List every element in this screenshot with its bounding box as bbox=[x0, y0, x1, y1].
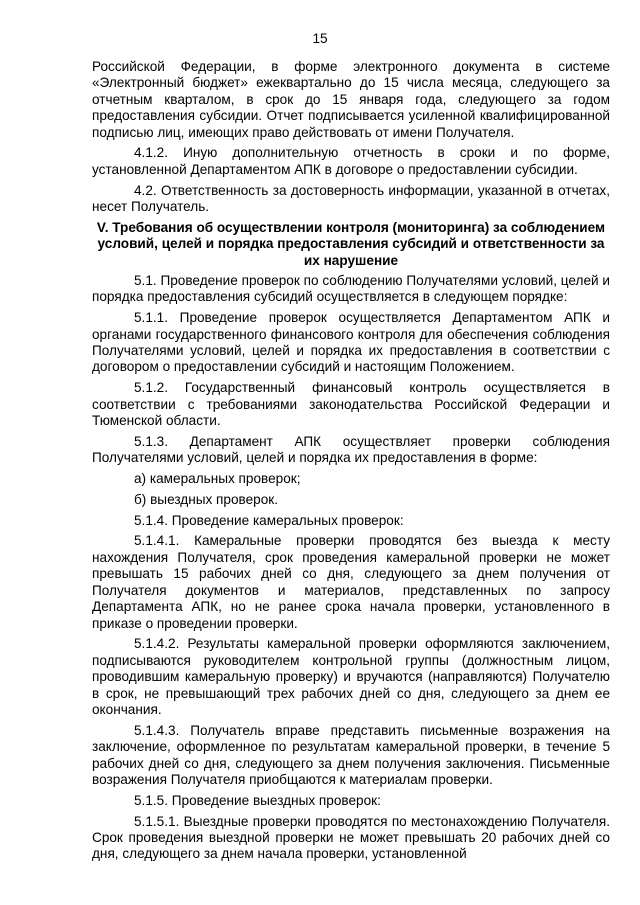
paragraph-5-1-3: 5.1.3. Департамент АПК осуществляет проверки соблюдения Получателями условий, целей и порядка их предоставления в форме: bbox=[92, 433, 610, 466]
list-item-a: а) камеральных проверок; bbox=[134, 471, 301, 487]
list-item-b: б) выездных проверок. bbox=[134, 491, 279, 507]
paragraph-5-1-4-1: 5.1.4.1. Камеральные проверки проводятся без выезда к месту нахождения Получателя, срок проведения камеральной проверки не может превышать 15 рабочих дней со дня, следующего за днем получения от Получателя документов и материалов, представленных по запросу Департамента АПК, но не ранее срока начала проверки, установленного в приказе о проведении проверки. bbox=[92, 533, 610, 631]
paragraph-5-1: 5.1. Проведение проверок по соблюдению Получателями условий, целей и порядка предоставления субсидий осуществляется в следующем порядке: bbox=[92, 273, 610, 305]
paragraph-4-2: 4.2. Ответственность за достоверность информации, указанной в отчетах, несет Получатель. bbox=[92, 182, 610, 215]
paragraph-5-1-5-1: 5.1.5.1. Выездные проверки проводятся по местонахождению Получателя. Срок проведения выездной проверки не может превышать 20 рабочих дней со дня, следующего за днем начала проверки, установленной bbox=[92, 813, 610, 862]
page-number: 15 bbox=[312, 31, 328, 46]
paragraph-4-1-2: 4.1.2. Иную дополнительную отчетность в сроки и по форме, установленной Департаментом АПК в договоре о предоставлении субсидии. bbox=[92, 145, 610, 177]
paragraph-continued: Российской Федерации, в форме электронного документа в системе «Электронный бюджет» ежеквартально до 15 числа месяца, следующего за отчетным кварталом, в срок до 15 января года, следующего за годом предоставления субсидии. Отчет подписывается усиленной квалифицированной подписью лиц, имеющих право действовать от имени Получателя. bbox=[92, 59, 610, 140]
paragraph-5-1-2: 5.1.2. Государственный финансовый контроль осуществляется в соответствии с требованиями законодательства Российской Федерации и Тюменской области. bbox=[92, 380, 610, 429]
paragraph-5-1-1: 5.1.1. Проведение проверок осуществляется Департаментом АПК и органами государственного финансового контроля для обеспечения соблюдения Получателями условий, целей и порядка их предоставления в соответствии с договором о предоставлении субсидий и настоящим Положением. bbox=[92, 310, 610, 375]
paragraph-5-1-4-3: 5.1.4.3. Получатель вправе представить письменные возражения на заключение, оформленное по результатам камеральной проверки, в течение 5 рабочих дней со дня, следующего за днем получения заключения. Письменные возражения Получателя приобщаются к материалам проверки. bbox=[92, 722, 610, 787]
section-heading: V. Требования об осуществлении контроля (мониторинга) за соблюдением условий, целей и порядка предоставления субсидий и ответственности за их нарушение bbox=[96, 219, 606, 268]
paragraph-5-1-4-2: 5.1.4.2. Результаты камеральной проверки оформляются заключением, подписываются руководителем контрольной группы (должностным лицом, проводившим камеральную проверку) и вручаются (направляются) Получателю в срок, не превышающий трех рабочих дней со дня, следующего за днем ее окончания. bbox=[92, 636, 610, 717]
paragraph-5-1-4: 5.1.4. Проведение камеральных проверок: bbox=[134, 512, 404, 528]
document-body bbox=[92, 59, 610, 867]
paragraph-5-1-5: 5.1.5. Проведение выездных проверок: bbox=[134, 792, 381, 808]
